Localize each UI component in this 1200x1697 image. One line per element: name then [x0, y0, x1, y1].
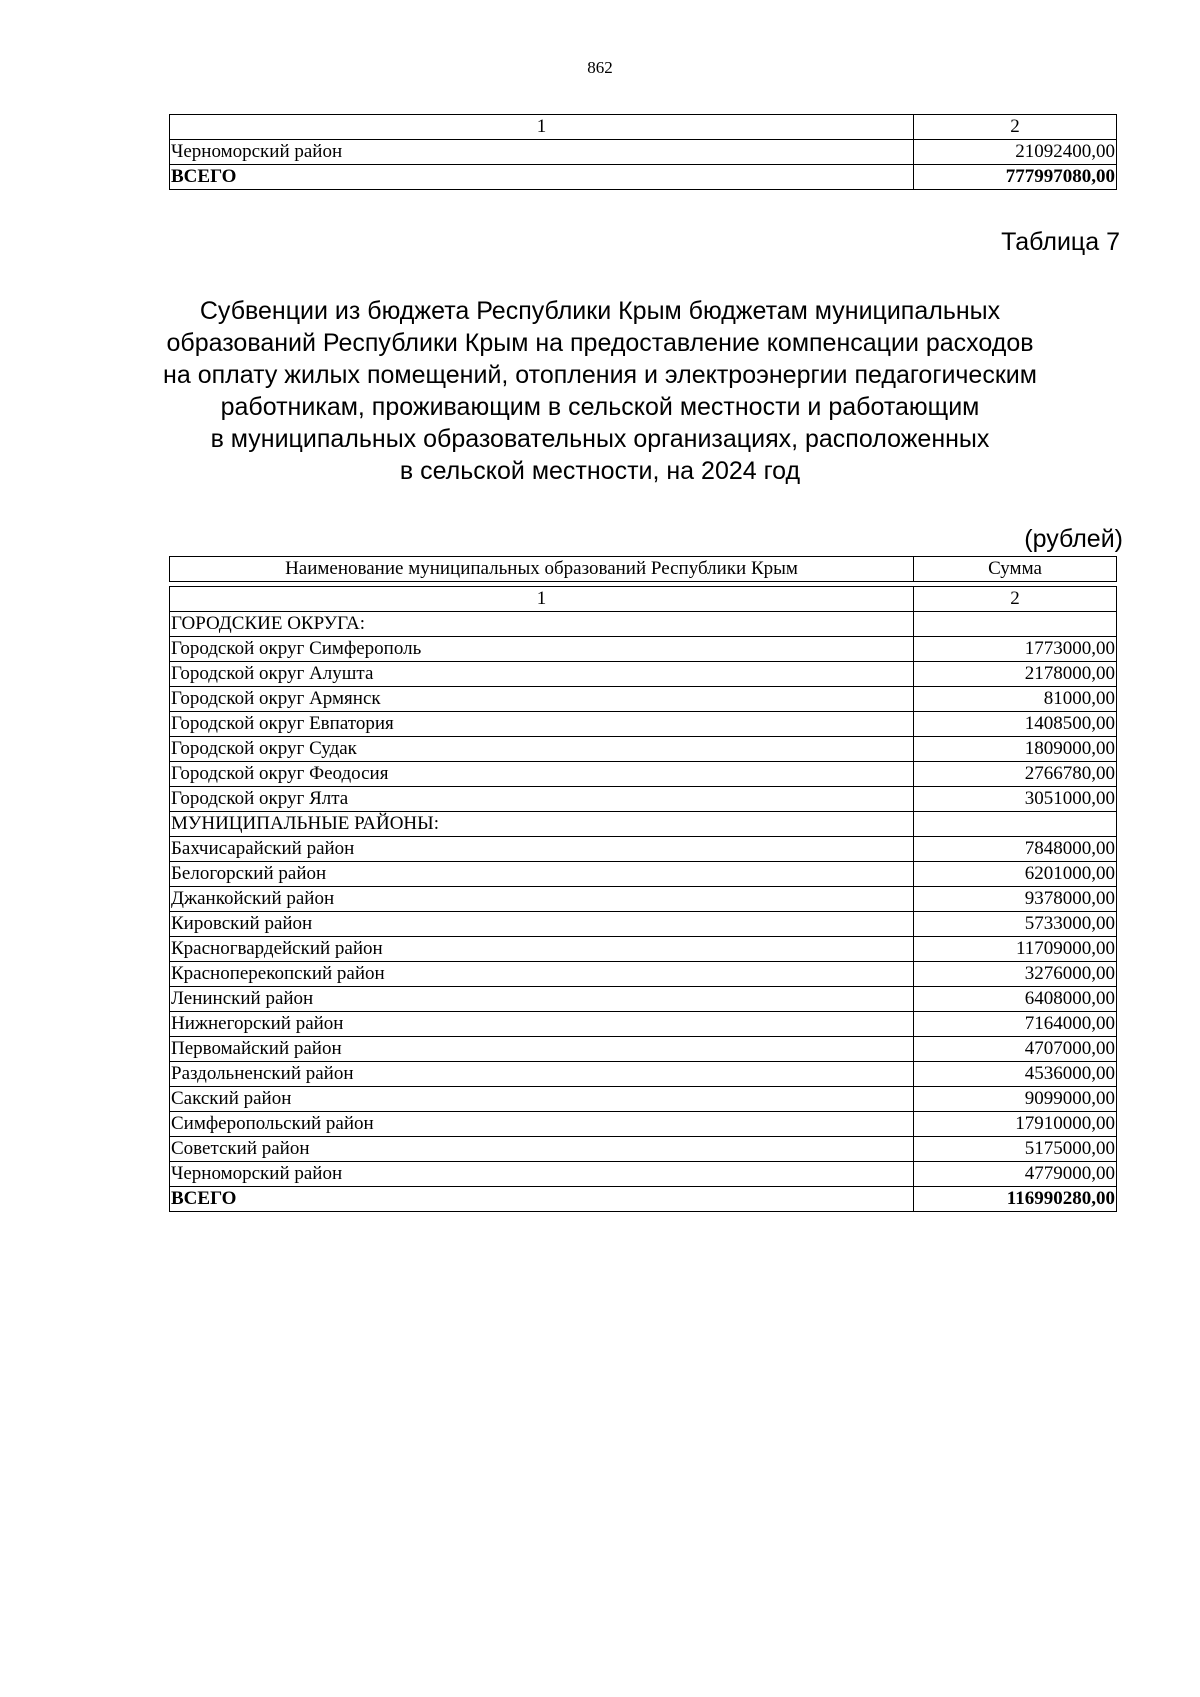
- table-row: [170, 1112, 1117, 1137]
- table-row: [170, 937, 1117, 962]
- row-value: 2178000,00: [914, 662, 1117, 687]
- table-row: [170, 912, 1117, 937]
- row-value: 21092400,00: [914, 140, 1117, 165]
- row-value: 4536000,00: [914, 1062, 1117, 1087]
- table-row: [170, 637, 1117, 662]
- row-name: Красноперекопский район: [170, 962, 914, 987]
- title-line: на оплату жилых помещений, отопления и электроэнергии педагогическим: [163, 361, 1037, 389]
- table-title: [0, 295, 1200, 487]
- row-value: 81000,00: [914, 687, 1117, 712]
- table-row: [170, 862, 1117, 887]
- title-line: образований Республики Крым на предоставление компенсации расходов: [166, 329, 1034, 357]
- units-label: (рублей): [1024, 525, 1123, 553]
- table-row: [170, 837, 1117, 862]
- row-name: Городской округ Ялта: [170, 787, 914, 812]
- row-value: 5175000,00: [914, 1137, 1117, 1162]
- table-row: [170, 1012, 1117, 1037]
- row-value: 3051000,00: [914, 787, 1117, 812]
- continuation-table: [169, 114, 1117, 190]
- group-value-empty: [914, 812, 1117, 837]
- row-name: Раздольненский район: [170, 1062, 914, 1087]
- page-number: 862: [587, 58, 613, 77]
- header-sum-column: Сумма: [914, 557, 1117, 582]
- row-name: Городской округ Алушта: [170, 662, 914, 687]
- main-table: [169, 586, 1117, 1212]
- title-line: в сельской местности, на 2024 год: [399, 457, 801, 485]
- header-row: [170, 557, 1117, 582]
- table-row: [170, 962, 1117, 987]
- row-name: Сакский район: [170, 1087, 914, 1112]
- group-value-empty: [914, 612, 1117, 637]
- group-label: ГОРОДСКИЕ ОКРУГА:: [170, 612, 914, 637]
- title-line: работникам, проживающим в сельской местности и работающим: [220, 393, 980, 421]
- table-row: [170, 737, 1117, 762]
- row-value: 6408000,00: [914, 987, 1117, 1012]
- column-numbers-row: [170, 587, 1117, 612]
- row-name: Белогорский район: [170, 862, 914, 887]
- row-value: 11709000,00: [914, 937, 1117, 962]
- row-value: 1809000,00: [914, 737, 1117, 762]
- table-row: [170, 1137, 1117, 1162]
- row-name: Симферопольский район: [170, 1112, 914, 1137]
- table-row: [170, 1037, 1117, 1062]
- main-table-header: [169, 556, 1117, 582]
- row-value: 7164000,00: [914, 1012, 1117, 1037]
- group-header-row: [170, 612, 1117, 637]
- table-row: [170, 1062, 1117, 1087]
- row-name: Советский район: [170, 1137, 914, 1162]
- total-row: [170, 1187, 1117, 1212]
- row-name: Нижнегорский район: [170, 1012, 914, 1037]
- row-value: 2766780,00: [914, 762, 1117, 787]
- table-row: [170, 1087, 1117, 1112]
- table-row: [170, 887, 1117, 912]
- title-line: Субвенции из бюджета Республики Крым бюджетам муниципальных: [199, 297, 1001, 325]
- row-value: 3276000,00: [914, 962, 1117, 987]
- column-numbers-row: [170, 115, 1117, 140]
- row-name: Первомайский район: [170, 1037, 914, 1062]
- row-name: Городской округ Феодосия: [170, 762, 914, 787]
- table-row: [170, 762, 1117, 787]
- row-name: Городской округ Судак: [170, 737, 914, 762]
- row-name: Черноморский район: [170, 140, 914, 165]
- row-name: Черноморский район: [170, 1162, 914, 1187]
- row-name: Бахчисарайский район: [170, 837, 914, 862]
- total-label: ВСЕГО: [170, 165, 914, 190]
- row-name: Городской округ Симферополь: [170, 637, 914, 662]
- row-name: Городской округ Армянск: [170, 687, 914, 712]
- total-value: 116990280,00: [914, 1187, 1117, 1212]
- row-value: 4779000,00: [914, 1162, 1117, 1187]
- row-value: 4707000,00: [914, 1037, 1117, 1062]
- total-value: 777997080,00: [914, 165, 1117, 190]
- column-number-1: 1: [170, 587, 914, 612]
- row-name: Ленинский район: [170, 987, 914, 1012]
- table-row: [170, 987, 1117, 1012]
- column-number-2: 2: [914, 115, 1117, 140]
- row-value: 1408500,00: [914, 712, 1117, 737]
- total-row: [170, 165, 1117, 190]
- row-value: 1773000,00: [914, 637, 1117, 662]
- column-number-1: 1: [170, 115, 914, 140]
- group-header-row: [170, 812, 1117, 837]
- row-value: 17910000,00: [914, 1112, 1117, 1137]
- table-row: [170, 787, 1117, 812]
- row-value: 7848000,00: [914, 837, 1117, 862]
- table-row: [170, 1162, 1117, 1187]
- row-value: 9378000,00: [914, 887, 1117, 912]
- group-label: МУНИЦИПАЛЬНЫЕ РАЙОНЫ:: [170, 812, 914, 837]
- table-label: Таблица 7: [1001, 228, 1120, 256]
- row-name: Красногвардейский район: [170, 937, 914, 962]
- header-name-column: Наименование муниципальных образований Республики Крым: [170, 557, 914, 582]
- column-number-2: 2: [914, 587, 1117, 612]
- table-row: [170, 712, 1117, 737]
- row-name: Джанкойский район: [170, 887, 914, 912]
- row-value: 6201000,00: [914, 862, 1117, 887]
- row-value: 5733000,00: [914, 912, 1117, 937]
- table-row: [170, 687, 1117, 712]
- title-line: в муниципальных образовательных организациях, расположенных: [210, 425, 990, 453]
- total-label: ВСЕГО: [170, 1187, 914, 1212]
- row-name: Кировский район: [170, 912, 914, 937]
- row-name: Городской округ Евпатория: [170, 712, 914, 737]
- table-row: [170, 662, 1117, 687]
- row-value: 9099000,00: [914, 1087, 1117, 1112]
- table-row: [170, 140, 1117, 165]
